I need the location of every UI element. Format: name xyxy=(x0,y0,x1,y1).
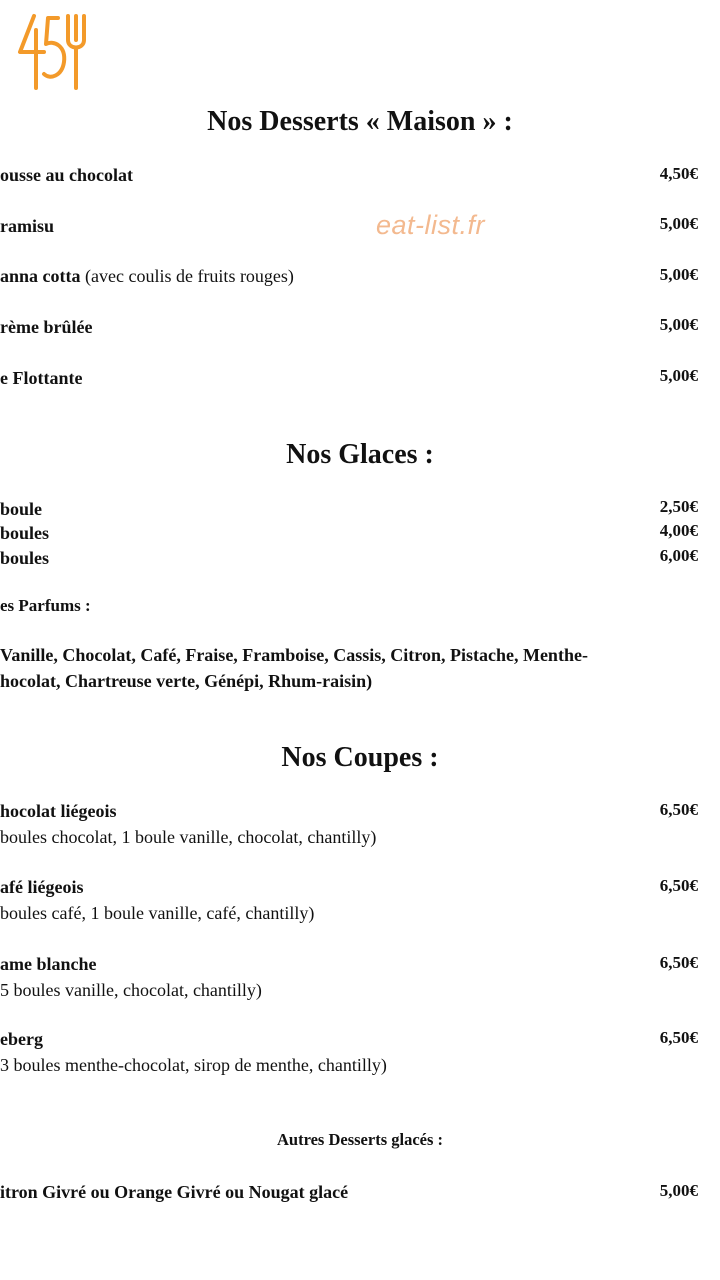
menu-item-description: boules café, 1 boule vanille, café, chantilly) xyxy=(0,903,315,923)
menu-item-description: boules chocolat, 1 boule vanille, chocolat, chantilly) xyxy=(0,827,377,847)
menu-item-description: 3 boules menthe-chocolat, sirop de menthe, chantilly) xyxy=(0,1055,387,1075)
menu-item-name: boules xyxy=(0,523,50,543)
section-title-autres: Autres Desserts glacés : xyxy=(276,1130,444,1149)
menu-item-price: 4,50€ xyxy=(659,164,698,183)
menu-item-price: 6,00€ xyxy=(659,546,698,565)
menu-item-price: 5,00€ xyxy=(659,366,698,385)
menu-item-name: rème brûlée xyxy=(0,317,93,337)
menu-item-name: ramisu xyxy=(0,216,54,236)
menu-item-name: ousse au chocolat xyxy=(0,165,134,185)
menu-item-name: boule xyxy=(0,499,43,519)
parfums-label: es Parfums : xyxy=(0,596,91,615)
menu-item-price: 5,00€ xyxy=(659,265,698,284)
menu-item xyxy=(0,266,294,287)
menu-item-price: 2,50€ xyxy=(659,497,698,516)
menu-item-note: (avec coulis de fruits rouges) xyxy=(80,266,294,286)
menu-item-price: 5,00€ xyxy=(659,315,698,334)
menu-item-name: hocolat liégeois xyxy=(0,801,117,821)
menu-item-name: ame blanche xyxy=(0,954,97,974)
menu-item-price: 4,00€ xyxy=(659,521,698,540)
menu-item-description: 5 boules vanille, chocolat, chantilly) xyxy=(0,980,262,1000)
menu-item-price: 6,50€ xyxy=(659,800,698,819)
restaurant-logo-icon xyxy=(14,10,90,94)
section-title-coupes: Nos Coupes : xyxy=(281,742,439,773)
menu-item-name: e Flottante xyxy=(0,368,83,388)
section-title-desserts: Nos Desserts « Maison » : xyxy=(207,106,513,137)
menu-item-name: anna cotta xyxy=(0,266,81,286)
parfums-list-line: Vanille, Chocolat, Café, Fraise, Framboise, Cassis, Citron, Pistache, Menthe- xyxy=(0,645,588,665)
menu-item-price: 6,50€ xyxy=(659,953,698,972)
menu-item-price: 5,00€ xyxy=(659,214,698,233)
menu-item-price: 5,00€ xyxy=(659,1181,698,1200)
menu-item-price: 6,50€ xyxy=(659,1028,698,1047)
menu-item-name: itron Givré ou Orange Givré ou Nougat glacé xyxy=(0,1182,349,1202)
parfums-list-line: hocolat, Chartreuse verte, Génépi, Rhum-raisin) xyxy=(0,671,373,691)
section-title-glaces: Nos Glaces : xyxy=(286,439,434,470)
watermark: eat-list.fr xyxy=(376,210,486,240)
menu-item-name: afé liégeois xyxy=(0,877,84,897)
menu-item-price: 6,50€ xyxy=(659,876,698,895)
menu-item-name: boules xyxy=(0,548,50,568)
menu-item-name: eberg xyxy=(0,1029,43,1049)
